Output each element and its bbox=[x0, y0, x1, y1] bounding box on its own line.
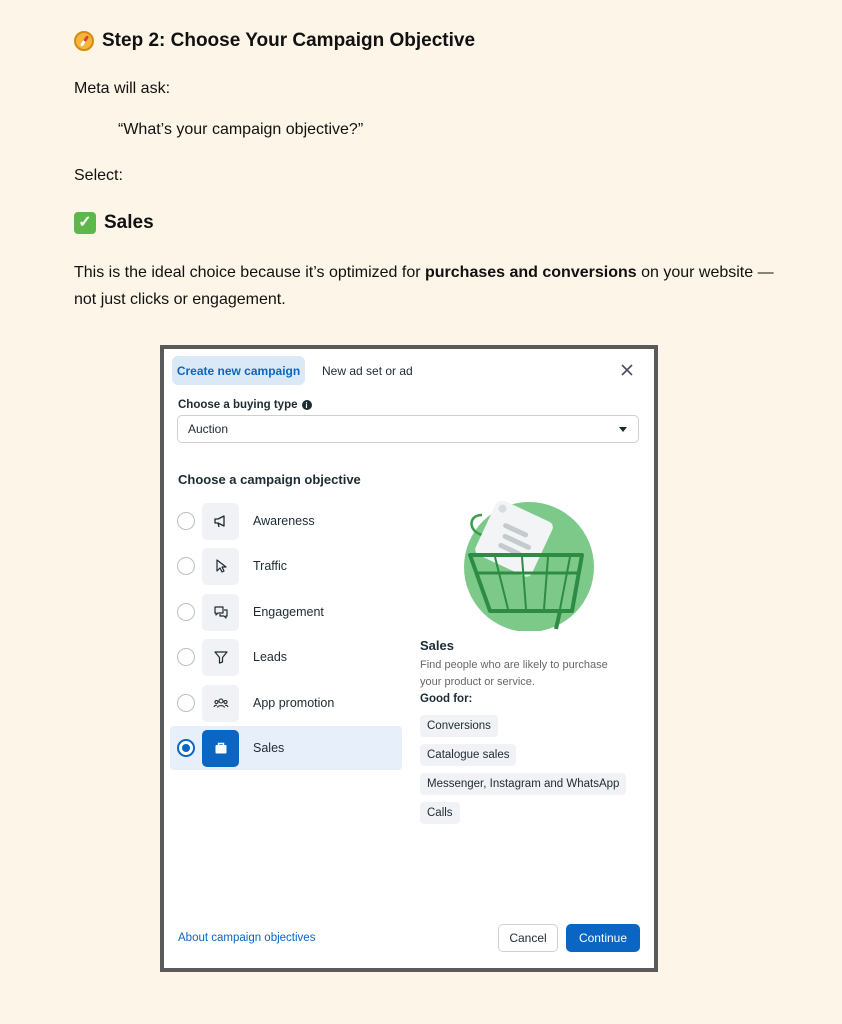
step-heading-text: Step 2: Choose Your Campaign Objective bbox=[102, 30, 476, 51]
detail-title: Sales bbox=[420, 638, 454, 653]
buying-type-label bbox=[178, 399, 312, 411]
objective-label: Sales bbox=[253, 741, 285, 755]
objective-label: App promotion bbox=[253, 696, 335, 710]
good-for-chip: Messenger, Instagram and WhatsApp bbox=[420, 773, 626, 795]
objective-leads[interactable] bbox=[170, 635, 402, 679]
buying-type-value: Auction bbox=[188, 422, 229, 436]
about-campaign-objectives-link[interactable]: About campaign objectives bbox=[178, 932, 316, 944]
objective-label: Traffic bbox=[253, 559, 288, 573]
tab-new-ad-set-or-ad[interactable]: New ad set or ad bbox=[322, 363, 413, 378]
buying-type-label-text: Choose a buying type bbox=[178, 399, 298, 411]
chevron-down-icon bbox=[619, 427, 627, 432]
people-icon bbox=[202, 685, 239, 722]
objective-label: Awareness bbox=[253, 514, 315, 528]
para-bold: purchases and conversions bbox=[425, 264, 637, 281]
choice-heading-text: Sales bbox=[104, 212, 154, 233]
good-for-label: Good for: bbox=[420, 693, 473, 705]
compass-icon bbox=[74, 31, 94, 51]
radio-sales[interactable] bbox=[177, 739, 195, 757]
objective-heading: Choose a campaign objective bbox=[178, 472, 361, 487]
select-text: Select: bbox=[74, 167, 123, 184]
close-icon[interactable] bbox=[620, 363, 634, 377]
objective-label: Leads bbox=[253, 650, 288, 664]
chat-bubbles-icon bbox=[202, 594, 239, 631]
objective-awareness[interactable] bbox=[170, 499, 402, 543]
radio-awareness[interactable] bbox=[177, 512, 195, 530]
sales-illustration bbox=[460, 501, 600, 631]
campaign-dialog bbox=[164, 349, 654, 968]
megaphone-icon bbox=[202, 503, 239, 540]
radio-leads[interactable] bbox=[177, 648, 195, 666]
screenshot-frame bbox=[160, 345, 658, 972]
objective-label: Engagement bbox=[253, 605, 324, 619]
radio-traffic[interactable] bbox=[177, 557, 195, 575]
para-after: on your website — not just clicks or engagement. bbox=[74, 264, 774, 308]
para-before: This is the ideal choice because it’s optimized for bbox=[74, 264, 425, 281]
tab-create-new-campaign[interactable]: Create new campaign bbox=[172, 356, 305, 385]
briefcase-icon bbox=[202, 730, 239, 767]
good-for-chip: Catalogue sales bbox=[420, 744, 516, 766]
detail-description: Find people who are likely to purchase your product or service. bbox=[420, 659, 608, 688]
cancel-button[interactable]: Cancel bbox=[498, 924, 558, 952]
radio-app-promotion[interactable] bbox=[177, 694, 195, 712]
objective-sales[interactable] bbox=[170, 726, 402, 770]
radio-engagement[interactable] bbox=[177, 603, 195, 621]
good-for-chip: Calls bbox=[420, 802, 460, 824]
buying-type-select[interactable] bbox=[177, 415, 639, 443]
objective-engagement[interactable] bbox=[170, 590, 402, 634]
continue-button[interactable]: Continue bbox=[566, 924, 640, 952]
step-heading bbox=[74, 30, 475, 52]
info-icon[interactable]: i bbox=[302, 400, 312, 410]
cursor-icon bbox=[202, 548, 239, 585]
explanation-paragraph bbox=[74, 259, 794, 313]
objective-traffic[interactable] bbox=[170, 544, 402, 588]
choice-heading bbox=[74, 212, 154, 234]
quote-text: “What’s your campaign objective?” bbox=[118, 121, 364, 138]
good-for-chip: Conversions bbox=[420, 715, 498, 737]
intro-text: Meta will ask: bbox=[74, 80, 171, 97]
checkmark-icon: ✓ bbox=[74, 212, 96, 234]
funnel-icon bbox=[202, 639, 239, 676]
objective-app-promotion[interactable] bbox=[170, 681, 402, 725]
